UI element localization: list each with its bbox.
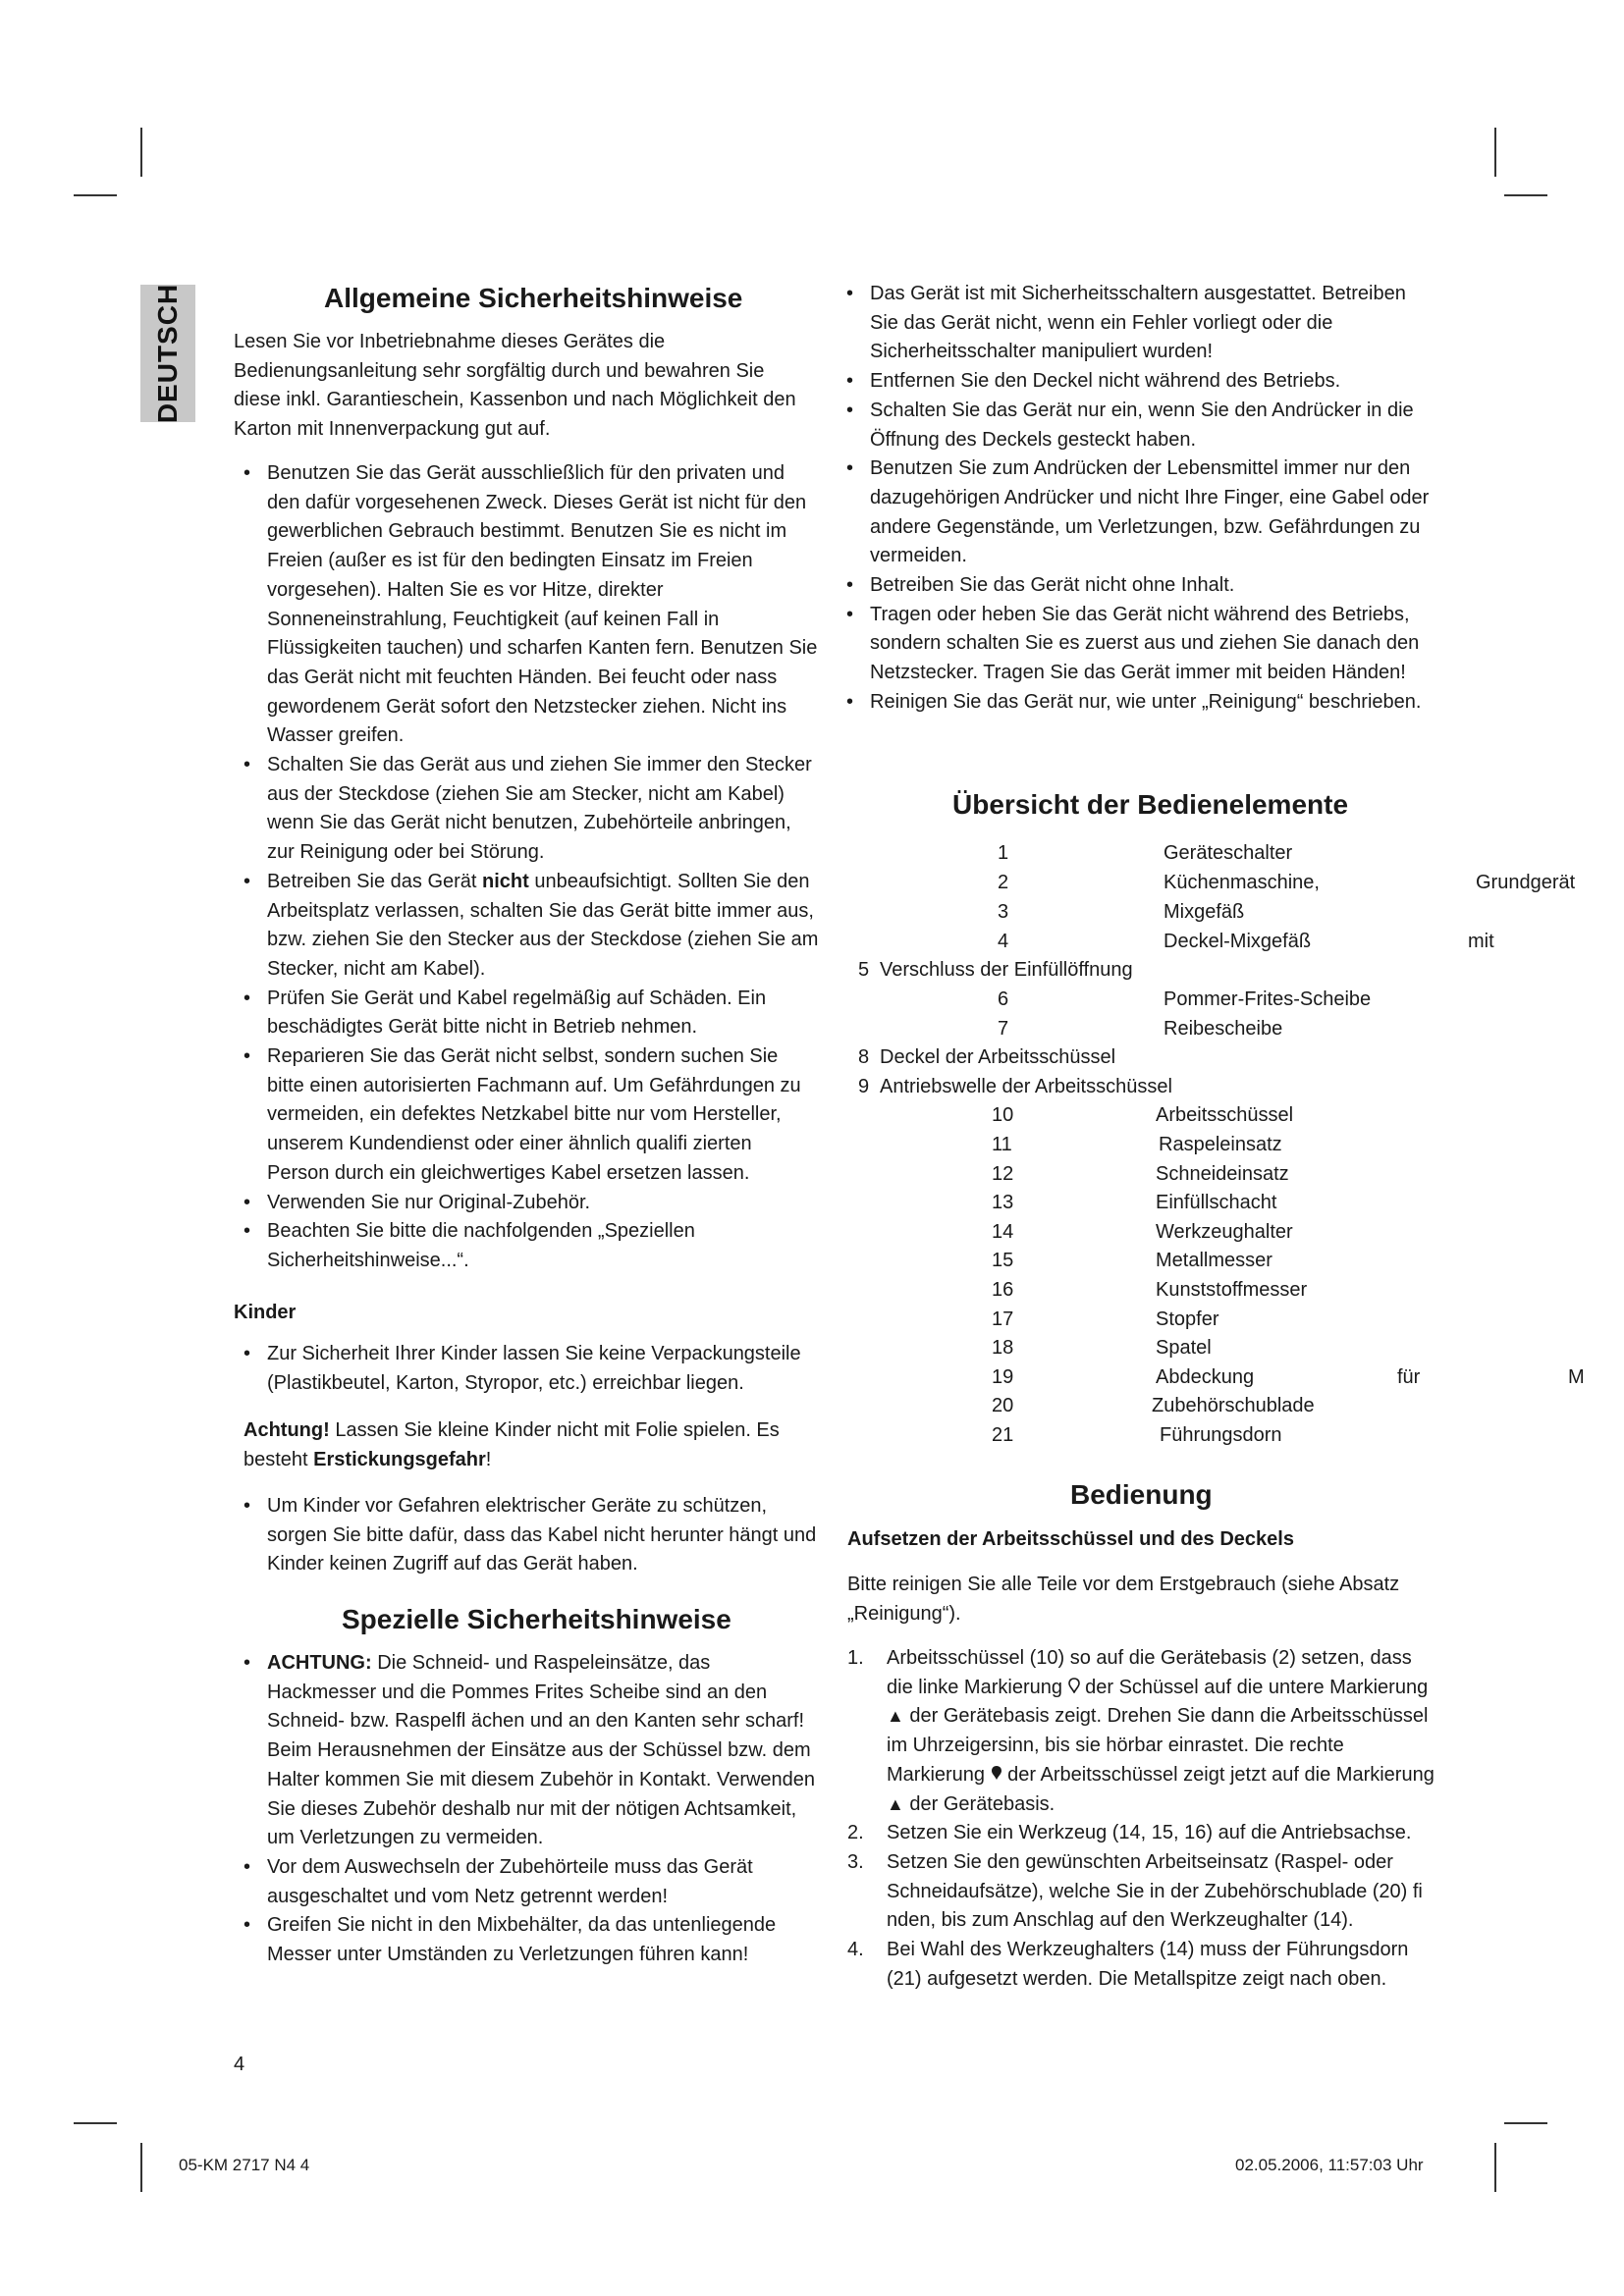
crop-mark: [1504, 194, 1547, 196]
list-item: • Entfernen Sie den Deckel nicht während des Betriebs.: [831, 367, 1439, 397]
list-item: • Beachten Sie bitte die nachfolgenden „Speziellen Sicherheitshinweise...“.: [228, 1217, 819, 1275]
crop-mark: [1494, 128, 1496, 177]
control-number: 2: [998, 872, 1009, 893]
list-item: [847, 1936, 1436, 1994]
list-item: • Schalten Sie das Gerät nur ein, wenn Sie den Andrücker in die Öffnung des Deckels gesteckt haben.: [831, 397, 1439, 454]
control-label: Mixgefäß: [1164, 901, 1245, 923]
overview-title: Übersicht der Bedienelemente: [952, 789, 1349, 820]
text-run: Die Schneid- und Raspeleinsätze, das Hackmesser und die Pommes Frites Scheibe sind an den Schneid- bzw. Raspelfl ächen und an den Kanten sehr scharf! Beim Herausnehmen der Einsätze aus der Schüssel bzw. dem Halter kommen Sie mit diesem Zubehör in Kontakt. Verwenden Sie dieses Zubehör deshalb nur mit der nötigen Achtsamkeit, um Verletzungen zu vermeiden.: [267, 1652, 816, 1849]
special-safety-title: Spezielle Sicherheitshinweise: [342, 1604, 731, 1634]
text-run: Betreiben Sie das Gerät: [267, 870, 483, 892]
control-number: 19: [992, 1366, 1014, 1388]
control-label: Geräteschalter: [1164, 842, 1293, 864]
kinder-title: Kinder: [234, 1302, 297, 1323]
right-safety-list: [831, 280, 1439, 718]
operation-subtitle: Aufsetzen der Arbeitsschüssel und des Deckels: [847, 1528, 1294, 1550]
control-number: 7: [998, 1018, 1009, 1040]
control-label: Führungsdorn: [1160, 1424, 1282, 1446]
control-number: 3: [998, 901, 1009, 923]
list-item: • Um Kinder vor Gefahren elektrischer Geräte zu schützen, sorgen Sie bitte dafür, dass das Kabel nicht herunter hängt und Kinder keinen Zugriff auf das Gerät haben.: [228, 1492, 819, 1579]
operation-intro: Bitte reinigen Sie alle Teile vor dem Erstgebrauch (siehe Absatz „Reinigung“).: [847, 1574, 1400, 1625]
control-number: 12: [992, 1163, 1014, 1185]
list-item: • Verwenden Sie nur Original-Zubehör.: [228, 1189, 819, 1218]
list-item: [228, 1649, 819, 1853]
control-label: Pommer-Frites-Scheibe: [1164, 988, 1372, 1010]
list-item: • Reinigen Sie das Gerät nur, wie unter „Reinigung“ beschrieben.: [831, 688, 1439, 718]
control-label: Küchenmaschine,: [1164, 872, 1320, 893]
general-safety-title: Allgemeine Sicherheitshinweise: [324, 283, 743, 313]
control-label: Schneideinsatz: [1156, 1163, 1289, 1185]
control-number: 9: [858, 1076, 870, 1097]
kinder-list-2: [228, 1492, 819, 1579]
triangle-marker-icon: ▲: [887, 1793, 904, 1814]
control-label: Kunststoffmesser: [1156, 1279, 1308, 1301]
control-label: Spatel: [1156, 1337, 1212, 1359]
control-number: 17: [992, 1308, 1014, 1330]
crop-mark: [140, 2143, 142, 2192]
text-run: der Arbeitsschüssel zeigt jetzt auf die Markierung: [1007, 1763, 1435, 1786]
text-run: Bei Wahl des Werkzeughalters (14) muss der Führungsdorn (21) aufgesetzt werden. Die Metallspitze zeigt nach oben.: [887, 1939, 1409, 1990]
control-label: Einfüllschacht: [1156, 1192, 1277, 1213]
control-extra: Grundgerät: [1476, 872, 1576, 893]
control-label: Werkzeughalter: [1156, 1221, 1293, 1243]
list-item: • Betreiben Sie das Gerät nicht ohne Inhalt.: [831, 571, 1439, 601]
list-item: [847, 1848, 1436, 1936]
text-run-bold: nicht: [482, 870, 529, 892]
page-number: 4: [234, 2054, 245, 2075]
list-item: [847, 1819, 1436, 1848]
text-run: Lassen Sie kleine Kinder nicht mit Folie spielen. Es besteht: [244, 1419, 780, 1470]
control-extra: für: [1397, 1366, 1421, 1388]
general-intro: Lesen Sie vor Inbetriebnahme dieses Gerätes die Bedienungsanleitung sehr sorgfältig durch und bewahren Sie diese inkl. Garantieschein, Kassenbon und nach Möglichkeit den Karton mit Innenverpackung gut auf.: [234, 331, 796, 441]
list-item: • Tragen oder heben Sie das Gerät nicht während des Betriebs, sondern schalten Sie es zuerst aus und ziehen Sie danach den Netzstecker. Tragen Sie das Gerät immer mit beiden Händen!: [831, 601, 1439, 688]
crop-mark: [74, 2122, 117, 2124]
control-label: Antriebswelle der Arbeitsschüssel: [880, 1076, 1172, 1097]
control-number: 8: [858, 1046, 870, 1068]
text-run-bold: ACHTUNG:: [267, 1652, 372, 1674]
control-number: 21: [992, 1424, 1014, 1446]
footer-file-id: 05-KM 2717 N4 4: [179, 2156, 310, 2174]
list-item: • Benutzen Sie zum Andrücken der Lebensmittel immer nur den dazugehörigen Andrücker und nicht Ihre Finger, eine Gabel oder andere Gegenstände, um Verletzungen, bzw. Gefährdungen zu vermeiden.: [831, 454, 1439, 571]
general-safety-list: [228, 459, 819, 1276]
crop-mark: [140, 128, 142, 177]
text-run: unbeaufsichtigt. Sollten Sie den Arbeitsplatz verlassen, schalten Sie das Gerät bitte immer aus, bzw. ziehen Sie den Stecker aus der Steckdose (ziehen Sie am Stecker, nicht am Kabel).: [267, 870, 819, 980]
control-label: Arbeitsschüssel: [1156, 1104, 1294, 1126]
list-item: • Prüfen Sie Gerät und Kabel regelmäßig auf Schäden. Ein beschädigtes Gerät bitte nicht in Betrieb nehmen.: [228, 985, 819, 1042]
list-item: [847, 1644, 1436, 1819]
special-safety-list: [228, 1649, 819, 1970]
control-label: Verschluss der Einfüllöffnung: [880, 959, 1133, 981]
text-run-bold: Achtung!: [244, 1419, 330, 1441]
list-item: [228, 868, 819, 985]
control-label: Deckel der Arbeitsschüssel: [880, 1046, 1116, 1068]
operation-title: Bedienung: [1070, 1479, 1213, 1510]
control-number: 10: [992, 1104, 1014, 1126]
crop-mark: [1504, 2122, 1547, 2124]
control-label: Reibescheibe: [1164, 1018, 1283, 1040]
control-number: 18: [992, 1337, 1014, 1359]
control-extra: M: [1568, 1366, 1585, 1388]
list-item: • Benutzen Sie das Gerät ausschließlich für den privaten und den dafür vorgesehenen Zweck. Dieses Gerät ist nicht für den gewerblichen Gebrauch bestimmt. Benutzen Sie es nicht im Freien (außer es ist für den bedingten Einsatz im Freien vorgesehen). Halten Sie es vor Hitze, direkter Sonneneinstrahlung, Feuchtigkeit (auf keinen Fall in Flüssigkeiten tauchen) und scharfen Kanten fern. Benutzen Sie das Gerät nicht mit feuchten Händen. Bei feucht oder nass gewordenem Gerät sofort den Netzstecker ziehen. Nicht ins Wasser greifen.: [228, 459, 819, 751]
bowl-marker-left-icon: [1062, 1677, 1085, 1698]
text-run: !: [485, 1448, 492, 1470]
control-label: Deckel-Mixgefäß: [1164, 931, 1312, 952]
control-number: 15: [992, 1250, 1014, 1271]
control-number: 6: [998, 988, 1009, 1010]
text-run: Setzen Sie den gewünschten Arbeitseinsatz (Raspel- oder Schneidaufsätze), welche Sie in der Zubehörschublade (20) fi nden, bis zum Anschlag auf den Werkzeughalter (14).: [887, 1850, 1423, 1932]
text-run: Arbeitsschüssel (10) so auf die Gerätebasis (2) setzen, dass die linke Markierung: [887, 1647, 1412, 1698]
control-label: Metallmesser: [1156, 1250, 1272, 1271]
list-item: • Vor dem Auswechseln der Zubehörteile muss das Gerät ausgeschaltet und vom Netz getrennt werden!: [228, 1853, 819, 1911]
control-number: 16: [992, 1279, 1014, 1301]
step-number: 4.: [847, 1939, 864, 1961]
step-number: 3.: [847, 1850, 864, 1873]
operation-steps: [847, 1644, 1436, 1994]
text-run: der Schüssel auf die untere Markierung: [1085, 1676, 1429, 1698]
list-item: • Das Gerät ist mit Sicherheitsschaltern ausgestattet. Betreiben Sie das Gerät nicht, wenn ein Fehler vorliegt oder die Sicherheitsschalter manipuliert wurden!: [831, 280, 1439, 367]
triangle-marker-icon: ▲: [887, 1706, 904, 1727]
language-tab: [140, 285, 195, 422]
crop-mark: [1494, 2143, 1496, 2192]
control-number: 1: [998, 842, 1009, 864]
step-number: 2.: [847, 1822, 864, 1844]
list-item: • Schalten Sie das Gerät aus und ziehen Sie immer den Stecker aus der Steckdose (ziehen Sie am Stecker, nicht am Kabel) wenn Sie das Gerät nicht benutzen, Zubehörteile anbringen, zur Reinigung oder bei Störung.: [228, 751, 819, 868]
text-run: der Gerätebasis zeigt. Drehen Sie dann die Arbeitsschüssel im Uhrzeigersinn, bis sie hörbar einrastet. Die rechte Markierung: [887, 1705, 1429, 1786]
control-number: 11: [992, 1134, 1012, 1155]
control-number: 13: [992, 1192, 1014, 1213]
control-number: 5: [858, 959, 870, 981]
kinder-list: [228, 1340, 819, 1398]
bowl-marker-right-icon: [985, 1764, 1007, 1786]
control-extra: mit: [1468, 931, 1494, 952]
text-run: Setzen Sie ein Werkzeug (14, 15, 16) auf die Antriebsachse.: [887, 1822, 1412, 1844]
list-item: • Reparieren Sie das Gerät nicht selbst, sondern suchen Sie bitte einen autorisierten Fachmann auf. Um Gefährdungen zu vermeiden, ein defektes Netzkabel bitte nur vom Hersteller, unserem Kundendienst oder einer ähnlich qualifi zierten Person durch ein gleichwertiges Kabel ersetzen lassen.: [228, 1042, 819, 1189]
list-item: • Greifen Sie nicht in den Mixbehälter, da das untenliegende Messer unter Umständen zu Verletzungen führen kann!: [228, 1911, 819, 1969]
control-number: 4: [998, 931, 1009, 952]
control-label: Stopfer: [1156, 1308, 1219, 1330]
list-item: • Zur Sicherheit Ihrer Kinder lassen Sie keine Verpackungsteile (Plastikbeutel, Karton, Styropor, etc.) erreichbar liegen.: [228, 1340, 819, 1398]
language-tab-label: DEUTSCH: [152, 283, 183, 424]
control-number: 20: [992, 1395, 1014, 1416]
text-run: der Gerätebasis.: [903, 1792, 1056, 1815]
control-number: 14: [992, 1221, 1014, 1243]
crop-mark: [74, 194, 117, 196]
control-label: Raspeleinsatz: [1159, 1134, 1282, 1155]
control-label: Abdeckung: [1156, 1366, 1255, 1388]
text-run-bold: Erstickungsgefahr: [313, 1448, 486, 1470]
footer-timestamp: 02.05.2006, 11:57:03 Uhr: [1235, 2156, 1424, 2174]
control-label: Zubehörschublade: [1152, 1395, 1315, 1416]
achtung-note: [244, 1416, 813, 1474]
step-number: 1.: [847, 1647, 864, 1669]
